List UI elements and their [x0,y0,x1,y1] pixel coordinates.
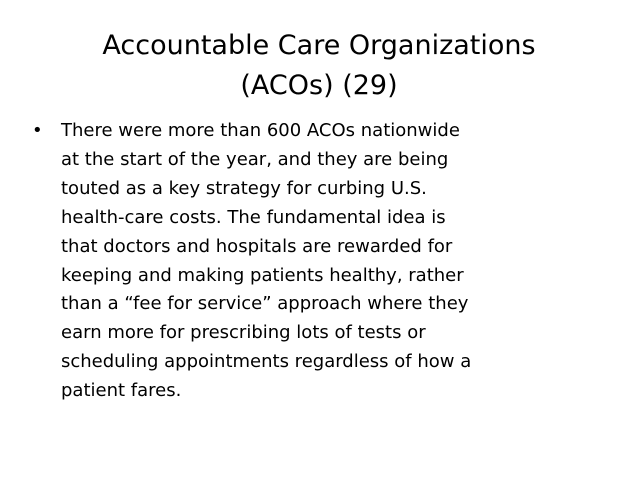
bullet-text-line: health-care costs. The fundamental idea is [61,206,446,228]
bullet-text-line: patient fares. [61,380,182,402]
slide-title-line-2: (ACOs) (29) [240,70,398,101]
bullet-text-line: at the start of the year, and they are being [61,148,449,170]
bullet-text-line: that doctors and hospitals are rewarded for [61,235,453,257]
bullet-text-line: scheduling appointments regardless of how a [61,351,472,373]
bullet-text-line: touted as a key strategy for curbing U.S. [61,177,427,199]
bullet-text-line: There were more than 600 ACOs nationwide [61,120,460,141]
bullet-text-line: earn more for prescribing lots of tests or [61,322,426,344]
bullet-list [32,117,612,406]
slide-title-line-1: Accountable Care Organizations [102,30,536,61]
bullet-text-line: keeping and making patients healthy, rather [61,264,464,286]
bullet-text-line: than a “fee for service” approach where they [61,293,469,315]
slide-title [60,26,578,106]
bullet-marker: • [32,120,43,141]
bullet-item [32,117,612,406]
